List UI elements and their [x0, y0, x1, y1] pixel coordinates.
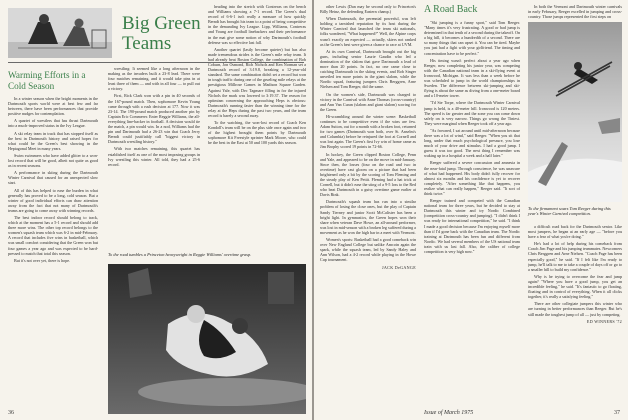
- paragraph: With two matches remaining, this quartet has established itself as one of the most imposing groups in Ivy wrestling this winter. All told, they had a 25-6 record.: [108, 146, 200, 167]
- author-signature: ED WINNERS '72: [586, 318, 622, 324]
- paragraph: Swim swimmers who have added glitter to a won-lost record that will be good, albeit not quite as good as in recent seasons.: [8, 152, 98, 169]
- section-title: [122, 14, 201, 54]
- hockey-goalie-illustration: [8, 8, 112, 58]
- paragraph: To the watching, the won-lost record of Coach Ken Kondoll's team will be on the plus side once again and two of the highest brought them points by Dartmouth sophomore Kit Freestyle sprinter Mark Moore, who could be the best in the East at 50 and 100 yards this season.: [208, 120, 306, 146]
- left-column-2: [108, 66, 200, 246]
- paragraph: Dartmouth's squash team has run into a similar problem of losing the close ones, but the play of Captain Sandy Tierney and junior Scott McCalister has been a bright light. In gymnastics, the Green hopes won their share when veteran Dave Howe, an all-around performer, was lost in mid-season with a broken leg suffered during a movement as he won the high bar in a meet with Vermont.: [320, 199, 416, 235]
- paragraph: When Dartmouth, the perennial powerful, was left holding a tarnished reputation by its host during the Winter Carnival that launched the team ski nationals, folks wondered, "What happened?" Well, the Alpine corps wasn't exactly an expected — actually, skiers not ranked as the Green's best were given a chance to race at UVM.: [320, 16, 416, 47]
- wrestling-photo-caption: To the road tumbles a Princeton heavyweight in Reggie Williams' overtime grasp.: [108, 252, 252, 257]
- paragraph: "I'd Ste Torpe, where the Dartmouth Winter Carnival jump is held, is a 40-meter hill. Ironwood is 120 meters. The speed is far greater and the zone you can come down safely on is very narrow. Things go wrong the Tiniest. They were marginal when Reeger took off a year ago.: [424, 100, 520, 126]
- paragraph: other Lewis (Dan may be second only to Princeton's Billy Heinz, the defending Eastern champ.): [320, 4, 416, 15]
- paragraph: A performance in skiing during the Dartmouth Winter Carnival that caused for an unexpected slow start.: [8, 170, 98, 186]
- paragraph: At its own Carnival, Dartmouth brought out the big guns, including senior Laurie Gaudin who led a domination of the slalom that gave Dartmouth a lead of more than 20 points. In fact, no one came close to catching Dartmouth in the skiing events, and Rob Singer unveiled ten more points in the giant slalom, while the Nordic squad, featuring jumpers Chris Berggren, Arne Nielsen and Tom Reeger, did the same.: [320, 48, 416, 90]
- paragraph: In hockey, the Green clipped Boston College, Penn and Yale, and appeared to be on the move in mid-January. Since then, the losses (four on the road and two in overtime) have cast gloom on a picture that had been brightened only a bit by the scoring of Tom Fleming and the steady play of Ken Pettit. Fleming had a hat trick at Cornell, but it didn't ease the sting of a 9-5 loss to the Red who beat Dartmouth in a gutsy overtime game earlier at Davis Rink.: [320, 151, 416, 198]
- paragraph: Reeger suffered a severe concussion and amnesia in the near-fatal jump. Through conscience, he was unaware of what had happened. His body didn't fully recover for almost six months and his confidence is yet to recover completely. "After something like that happens, you realize what can really happen," Reeger said. "It sort of think twice.": [424, 160, 520, 196]
- ski-jump-photo-caption: To the firmament soars Tom Reeger during this year's Winter Carnival competition.: [528, 206, 611, 217]
- section-title-line1: Big Green: [122, 13, 201, 34]
- paragraph: All of this has helped to ease the burden in what generally has proved to be a long, cold season. But a winter of good individual efforts can draw attention away from the fact that not many of Dartmouth's teams are going to come away with winning records.: [8, 187, 98, 213]
- wrestlers-illustration: [108, 264, 306, 414]
- paragraph: Why is he trying to overcome the fear and jump again? "Where you have a good jump, you get an incredible feeling," he said. "It's fantastic to go floating, floating and in control of everything. When it all clicks together, it's really a satisfying feeling.": [528, 273, 622, 300]
- right-column-1: [320, 4, 416, 388]
- paragraph: "As frowned, I sat around until mid-afternoon because there was a lot of wind," said Reeger. "When you sit that long, under that much psychological pressure, you lose much of your drive and stimulus. I had a good jump. I guess it was too good. The next thing I remember was waking up in a hospital a week and a half later.": [424, 127, 520, 159]
- paragraph: A quartet of wrestlers that has thrust Dartmouth into a much-improved status in the Ivy League.: [8, 118, 98, 129]
- paragraph: In a winter season when the bright moments in the Dartmouth sports world were at best few and far between, there have been performances that provide positive nudges for contemplation.: [8, 96, 98, 117]
- paragraph: wrestling: It seemed like a long afternoon in the making as the invaders built a 23-8 lead. There were four matches remaining, and it would take pins in at least three of them — and with in all four — to pull out a victory.: [108, 66, 200, 92]
- author-signature: JACK DeGANGE: [382, 264, 416, 270]
- headline-line1: Warming Efforts in a: [8, 70, 86, 80]
- headline-line2: Cold Season: [8, 81, 55, 91]
- paragraph: First, Rick Clark won with a pin in 40 seconds of the 167-pound match. Then, sophomore Kevin Young came through with a rush decision at 177. Now it was 23-14. The 190-pound match produced another pin by Captain Eric Commerer. Enter Reggie Williams, the all-everything line-backer in football. A decision would tie the match, a pin would win. In a nod, Williams had the pin and Dartmouth had a 26-23 win that Coach Jerry Berndt could justifiably call "biggest victory in Dartmouth wrestling history.": [108, 93, 200, 145]
- wrestling-photo: [108, 264, 306, 414]
- right-column-3-top: [528, 4, 622, 20]
- right-column-2: [424, 20, 520, 412]
- paragraph: Another quartet (lastly become quieter) but has also made tremendous strides is the Green's mile relay team. It had already beat Boston College, the combination of Bob Coburn, Jon Osmond, Rich Nichols and Ken Norman set a Dartmouth record of 3:19.8, breaking a 12-year-old standard. The same combination didn't set a record but won in tough traffic during one of the grueling mile relays at the prestigious Millrose Games in Madison Square Garden. Against Yale, with Dec Tagmare filling in for the injured Nichols the mark was lowered to 3:19.37. The reason for optimism concerning the approaching Heps is obvious: Dartmouth's running faster than the winning time for the relay at the Heps during the past two years, and the team record is barely a second away.: [208, 46, 306, 118]
- paragraph: Reeger trained and competed with the Canadian national team for three years, but he decided to stay at Dartmouth this winter and try Nordic Combined (competition cross-country and jumping). "I didn't think I was ready for international competition," he said. "I think I made a good decision because I'm enjoying myself more than if I'd gone back with the Canadian team. The Nordic training at Dartmouth has been fun and different from Nordic. We had several members of the US national team train with us last fall. Also, the caliber of college competition is very high now.": [424, 198, 520, 255]
- left-column-3: [208, 4, 306, 248]
- paragraph: His timing wasn't perfect about a year ago when Reeger, now completing his junior year, was competing with the Canadian national team in a ski-flying event at Ironwood, Michigan. It was less than a week before he was scheduled to jump in the world championships in Sweden. The difference between ski-jumping and ski-flying is about the same as diving from a one-meter board and a 10-meter tower.: [424, 57, 520, 99]
- header-photo: [8, 8, 112, 58]
- article-headline: [8, 70, 96, 92]
- page-number-right: 37: [614, 410, 620, 416]
- left-column-1: [8, 96, 98, 412]
- article-title-right: A Road Back: [424, 4, 478, 15]
- left-page: [0, 0, 312, 420]
- paragraph: A ski relay team in track that has stopped itself as the best in Dartmouth history and raised hopes for what could be the Green's best showing in the Heptagonal Meet in many years.: [8, 130, 98, 151]
- paragraph: heading into the stretch with Contreras on the bench and Williams showing a 7-1 record. The Green's dual record of 6-6-1 isn't really a measure of how quickly Berndt has brought his team to a point of being competitive in the demanding Ivy League. Lipp, Williams, Contreras and Young are football linebackers and their performance in the mat give some notion of why Dartmouth's football defense was so effective last fall.: [208, 4, 306, 45]
- paragraph: But it's not over yet, there is hope.: [14, 257, 71, 263]
- paragraph: On the women's side, Dartmouth was charged to victory in the Carnival with Anne Thomas (cross-country) and Ann Van Curan (slalom and giant slalom) scoring for the Green.: [320, 91, 416, 112]
- right-column-3-bottom: [528, 224, 622, 410]
- paragraph: Hi-scrambling around the winter scene: Basketball continues to be competitive even if the wins are few. Adam Sutton, out for a month with a broken foot, returned for two games (Dartmouth won both, over St. Anselm's and Columbia) before he reinjured the foot at Cornell and was lost again. The Green's first Ivy win of home came as Jim Brophy scored 19 points in 72-66.: [320, 113, 416, 150]
- right-page: [314, 0, 628, 420]
- paragraph: The best indoor record should belong to track, which at the moment has a 5-1 record and should add three more wins. The other top record belongs to the women's squash team which was 6-2 in mid-February. A record that includes five wins in basketball, which was small comfort considering that the Green won but four games a year ago and was expected to be hard-pressed to match that total this season.: [8, 214, 98, 256]
- issue-footer: Issue of March 1975: [424, 410, 474, 416]
- paragraph: In both the Vermont and Dartmouth winter carnivals in early February, Reeger excelled in jumping and cross-country. Those jumps represented the first steps on: [528, 4, 622, 20]
- page-number-left: 36: [8, 410, 14, 416]
- section-title-line2: Teams: [122, 33, 172, 54]
- ski-jumper-illustration: [528, 22, 622, 202]
- paragraph: a difficult road back for the Dartmouth senior. Like most jumpers, he began at an early age — "before you have a fear of what you're doing.": [528, 224, 622, 240]
- paragraph: There are other collegiate jumpers this winter who are turning in better performances than Reeger. But he's still made the toughest jump of all — just by competing.: [528, 301, 622, 317]
- paragraph: He's had a lot of help during his comeback from Coach Jim Page and his jumping teammates. Newcomers Chris Berggren and Arne Nielsen. "Coach Page has been especially good," he said. "If I felt like I'm ready to jump, he'll talk to me to take a couple of days off or go to a smaller hill to build my confidence.": [528, 241, 622, 272]
- ski-jump-photo: [528, 22, 622, 202]
- paragraph: Women's sports: Basketball had a good comeback win over New England College but unlike Amcoin again the spark, while the squash team, led by Sandy Haley and Ann Wilson, had a 4-2 record while playing in the Howe Cup tournament.: [320, 237, 416, 263]
- paragraph: "Ski jumping is a funny sport," said Tom Reeger. "Many times it's very frustrating. A good or bad jump is determined in that tenth of a second during the takeoff. On a big hill, it becomes a hundredth of a second. There are so many things that can upset it. You can be tired. Maybe you just had a fight with your girlfriend. The timing and concentration have to be perfect.": [424, 20, 520, 56]
